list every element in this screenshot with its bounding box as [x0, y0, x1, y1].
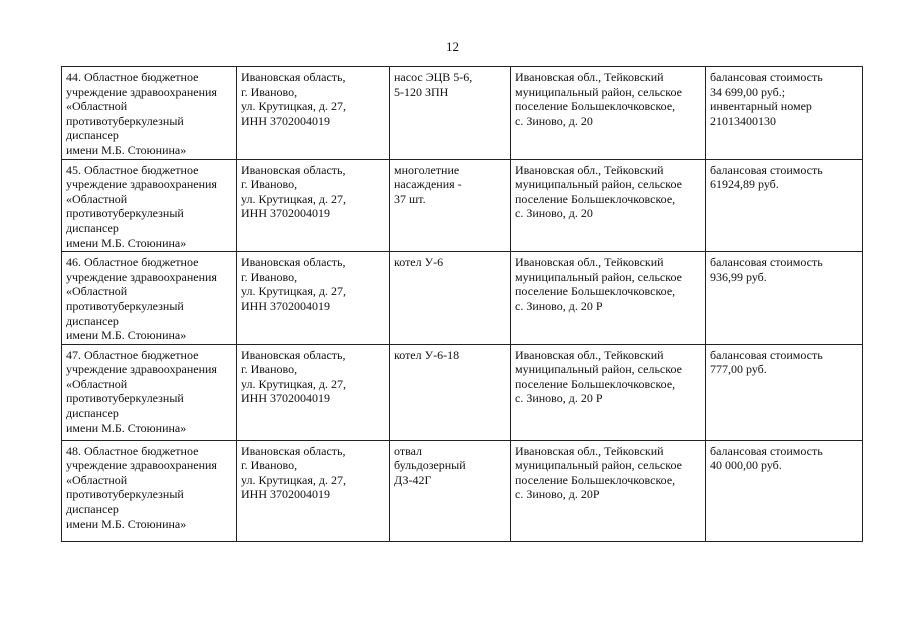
value-cell: балансовая стоимость 777,00 руб. — [706, 344, 863, 440]
table-row — [62, 252, 863, 345]
address-cell: Ивановская область, г. Иваново, ул. Крутицкая, д. 27, ИНН 3702004019 — [237, 440, 390, 541]
address-cell: Ивановская область, г. Иваново, ул. Крутицкая, д. 27, ИНН 3702004019 — [237, 67, 390, 160]
value-cell: балансовая стоимость 34 699,00 руб.; инвентарный номер 21013400130 — [706, 67, 863, 160]
organization-cell: 44. Областное бюджетное учреждение здравоохранения «Областной противотуберкулезный диспансер имени М.Б. Стоюнина» — [62, 67, 237, 160]
location-cell: Ивановская обл., Тейковский муниципальный район, сельское поселение Большеклочковское, с. Зиново, д. 20 — [511, 67, 706, 160]
address-cell: Ивановская область, г. Иваново, ул. Крутицкая, д. 27, ИНН 3702004019 — [237, 252, 390, 345]
location-cell: Ивановская обл., Тейковский муниципальный район, сельское поселение Большеклочковское, с. Зиново, д. 20 Р — [511, 252, 706, 345]
table-row — [62, 67, 863, 160]
organization-cell: 48. Областное бюджетное учреждение здравоохранения «Областной противотуберкулезный диспансер имени М.Б. Стоюнина» — [62, 440, 237, 541]
value-cell: балансовая стоимость 40 000,00 руб. — [706, 440, 863, 541]
table-row — [62, 344, 863, 440]
item-cell: многолетние насаждения - 37 шт. — [390, 159, 511, 252]
table-row — [62, 159, 863, 252]
location-cell: Ивановская обл., Тейковский муниципальный район, сельское поселение Большеклочковское, с. Зиново, д. 20Р — [511, 440, 706, 541]
organization-cell: 45. Областное бюджетное учреждение здравоохранения «Областной противотуберкулезный диспансер имени М.Б. Стоюнина» — [62, 159, 237, 252]
value-cell: балансовая стоимость 61924,89 руб. — [706, 159, 863, 252]
item-cell: насос ЭЦВ 5-6, 5-120 ЗПН — [390, 67, 511, 160]
page-number: 12 — [446, 39, 459, 54]
value-cell: балансовая стоимость 936,99 руб. — [706, 252, 863, 345]
location-cell: Ивановская обл., Тейковский муниципальный район, сельское поселение Большеклочковское, с. Зиново, д. 20 — [511, 159, 706, 252]
organization-cell: 47. Областное бюджетное учреждение здравоохранения «Областной противотуберкулезный диспансер имени М.Б. Стоюнина» — [62, 344, 237, 440]
item-cell: отвал бульдозерный ДЗ-42Г — [390, 440, 511, 541]
address-cell: Ивановская область, г. Иваново, ул. Крутицкая, д. 27, ИНН 3702004019 — [237, 344, 390, 440]
table-row — [62, 440, 863, 541]
address-cell: Ивановская область, г. Иваново, ул. Крутицкая, д. 27, ИНН 3702004019 — [237, 159, 390, 252]
location-cell: Ивановская обл., Тейковский муниципальный район, сельское поселение Большеклочковское, с. Зиново, д. 20 Р — [511, 344, 706, 440]
item-cell: котел У-6-18 — [390, 344, 511, 440]
organization-cell: 46. Областное бюджетное учреждение здравоохранения «Областной противотуберкулезный диспансер имени М.Б. Стоюнина» — [62, 252, 237, 345]
item-cell: котел У-6 — [390, 252, 511, 345]
property-table — [61, 66, 863, 542]
